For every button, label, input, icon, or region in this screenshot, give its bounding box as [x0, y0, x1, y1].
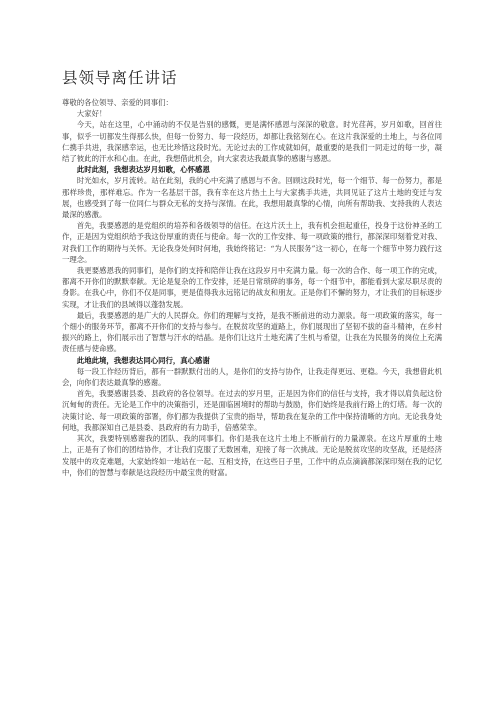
paragraph: 其次，我要特别感谢我的团队、我的同事们。你们是我在这片土地上不断前行的力量源泉。在这片厚重的土地上，正是有了你们的团结协作，才让我们克服了无数困难，迎接了每一次挑战。无论是脱贫攻坚的攻坚战，还是经济发展中的攻克难题，大家始终如一地站在一起、互相支持，在这些日子里，工作中的点点滴滴都深深印刻在我的记忆中，你们的智慧与奉献是这段经历中最宝贵的财富。 [62, 434, 442, 477]
paragraph: 我更要感恩我的同事们，是你们的支持和陪伴让我在这段岁月中充满力量。每一次的合作、每一项工作的完成，都离不开你们的默默奉献。无论是复杂的工作安排，还是日常琐碎的事务，每一个细节中，都能看到大家尽职尽责的身影。在我心中，你们不仅是同事，更是值得我永远铭记的战友和朋友。正是你们不懈的努力，才让我们的目标逐步实现，才让我们的县域得以蓬勃发展。 [62, 266, 442, 309]
paragraph: 每一段工作经历背后，都有一群默默付出的人，是你们的支持与协作，让我走得更远、更稳。今天，我想借此机会，向你们表达最真挚的感谢。 [62, 366, 442, 388]
document-title: 县领导离任讲话 [62, 69, 178, 87]
salutation: 尊敬的各位领导、亲爱的同事们： [62, 98, 173, 107]
paragraph-greeting: 大家好！ [76, 109, 107, 119]
paragraph: 首先，我要感谢县委、县政府的各位领导。在过去的岁月里，正是因为你们的信任与支持，我才得以肩负起这份沉甸甸的责任。无论是工作中的决策指引，还是面临困境时的帮助与鼓励，你们始终是我前行路上的灯塔。每一次的决策讨论、每一项政策的部署，你们都为我提供了宝贵的指导，帮助我在复杂的工作中保持清晰的方向。无论我身处何地，我都深知自己是县委、县政府的有力助手，倍感荣幸。 [62, 389, 442, 432]
section-heading: 此地此境，我想表达同心同行，真心感谢 [76, 355, 210, 365]
section-heading: 此时此刻，我想表达岁月如歌，心怀感恩 [76, 165, 210, 175]
paragraph: 最后，我要感恩的是广大的人民群众。你们的理解与支持，是我不断前进的动力源泉。每一项政策的落实，每一个细小的服务环节，都离不开你们的支持与参与。在脱贫攻坚的道路上，你们展现出了坚韧不拔的奋斗精神，在乡村振兴的路上，你们展示出了智慧与汗水的结晶。是你们让这片土地充满了生机与希望，让我在为民服务的岗位上充满责任感与使命感。 [62, 310, 442, 354]
document-body [62, 97, 442, 478]
paragraph: 时光如水，岁月流转。站在此刻，我的心中充满了感恩与不舍。回顾这段时光，每一个细节、每一份努力，都是那样珍贵，那样难忘。作为一名基层干部，我有幸在这片热土上与大家携手共进，共同见证了这片土地的变迁与发展，也感受到了每一位同仁与群众无私的支持与深情。在此，我想用最真挚的心情，向所有帮助我、支持我的人表达最深的感激。 [62, 176, 442, 220]
paragraph: 首先，我要感恩的是党组织的培养和各级领导的信任。在这片沃土上，我有机会担起重任，投身于这份神圣的工作，正是因为党组织给予我这份厚重的责任与使命。每一次的工作安排、每一项政策的推行，都深深印刻着党对我、对我们工作的期待与关怀。无论我身处何时何地，我始终铭记：“为人民服务”这一初心，在每一个细节中努力践行这一理念。 [62, 221, 442, 264]
paragraph: 今天，站在这里，心中涌动的不仅是告别的感慨，更是满怀感恩与深深的敬意。时光荏苒，岁月如歌，回首往事，似乎一切都发生得那么快，但每一份努力、每一段经历，却都让我铭刻在心。在这片我深爱的土地上，与各位同仁携手共进，我深感幸运，也无比珍惜这段时光。无论过去的工作成就如何，最重要的是我们一同走过的每一步，凝结了彼此的汗水和心血。在此，我想借此机会，向大家表达我最真挚的感谢与感恩。 [62, 120, 442, 164]
